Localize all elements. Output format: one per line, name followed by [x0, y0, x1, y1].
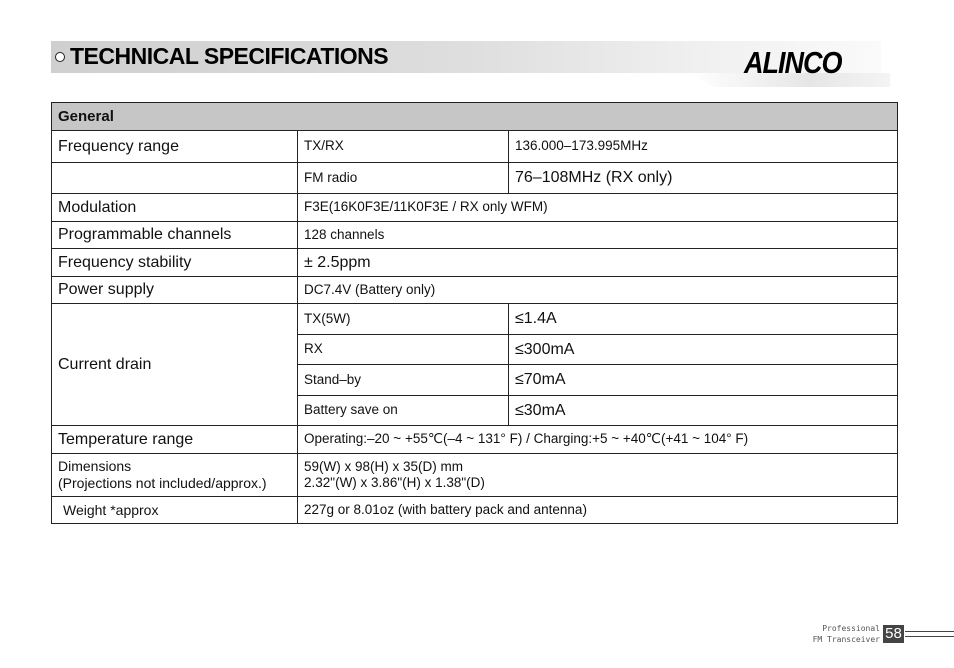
dimensions-value-line1: 59(W) x 98(H) x 35(D) mm [304, 458, 464, 474]
temperature-value: Operating:–20 ~ +55℃(–4 ~ 131° F) / Charging:+5 ~ +40℃(+41 ~ 104° F) [298, 426, 898, 454]
table-row [52, 426, 898, 454]
brand-logo: ALINCO [744, 46, 842, 80]
power-supply-value: DC7.4V (Battery only) [298, 277, 898, 304]
power-supply-label: Power supply [52, 277, 298, 304]
dimensions-label [52, 454, 298, 497]
current-drain-value: ≤1.4A [509, 304, 898, 335]
current-drain-value: ≤30mA [509, 396, 898, 426]
txrx-label: TX/RX [298, 131, 509, 163]
current-drain-mode: TX(5W) [298, 304, 509, 335]
table-row [52, 454, 898, 497]
footer-line1: Professional [822, 624, 880, 633]
weight-label: Weight *approx [52, 497, 298, 524]
table-row [52, 131, 898, 163]
channels-label: Programmable channels [52, 222, 298, 249]
footer-line2: FM Transceiver [812, 635, 880, 644]
footer-rule [905, 631, 954, 632]
current-drain-value: ≤70mA [509, 365, 898, 396]
table-row [52, 163, 898, 194]
fm-radio-label: FM radio [298, 163, 509, 194]
empty-cell [52, 163, 298, 194]
section-header-row [52, 103, 898, 131]
current-drain-label: Current drain [52, 304, 298, 426]
table-row [52, 194, 898, 222]
current-drain-mode: Battery save on [298, 396, 509, 426]
current-drain-mode: RX [298, 335, 509, 365]
dimensions-label-line2: (Projections not included/approx.) [58, 475, 267, 491]
table-row [52, 497, 898, 524]
table-row [52, 249, 898, 277]
table-row [52, 277, 898, 304]
page-number: 58 [883, 625, 904, 643]
modulation-value: F3E(16K0F3E/11K0F3E / RX only WFM) [298, 194, 898, 222]
stability-value: ± 2.5ppm [298, 249, 898, 277]
current-drain-value: ≤300mA [509, 335, 898, 365]
footer-caption [808, 623, 880, 645]
frequency-range-label: Frequency range [52, 131, 298, 163]
channels-value: 128 channels [298, 222, 898, 249]
footer-rule [905, 636, 954, 637]
title-bullet-icon [55, 52, 65, 62]
page-title: TECHNICAL SPECIFICATIONS [70, 43, 389, 69]
fm-radio-value: 76–108MHz (RX only) [509, 163, 898, 194]
dimensions-value-line2: 2.32"(W) x 3.86"(H) x 1.38"(D) [304, 475, 485, 490]
txrx-value: 136.000–173.995MHz [509, 131, 898, 163]
spec-table [51, 102, 898, 524]
section-title: General [52, 103, 898, 131]
dimensions-value [298, 454, 898, 497]
dimensions-label-line1: Dimensions [58, 458, 132, 475]
weight-value: 227g or 8.01oz (with battery pack and antenna) [298, 497, 898, 524]
temperature-label: Temperature range [52, 426, 298, 454]
current-drain-mode: Stand–by [298, 365, 509, 396]
table-row [52, 222, 898, 249]
table-row [52, 304, 898, 335]
modulation-label: Modulation [52, 194, 298, 222]
stability-label: Frequency stability [52, 249, 298, 277]
